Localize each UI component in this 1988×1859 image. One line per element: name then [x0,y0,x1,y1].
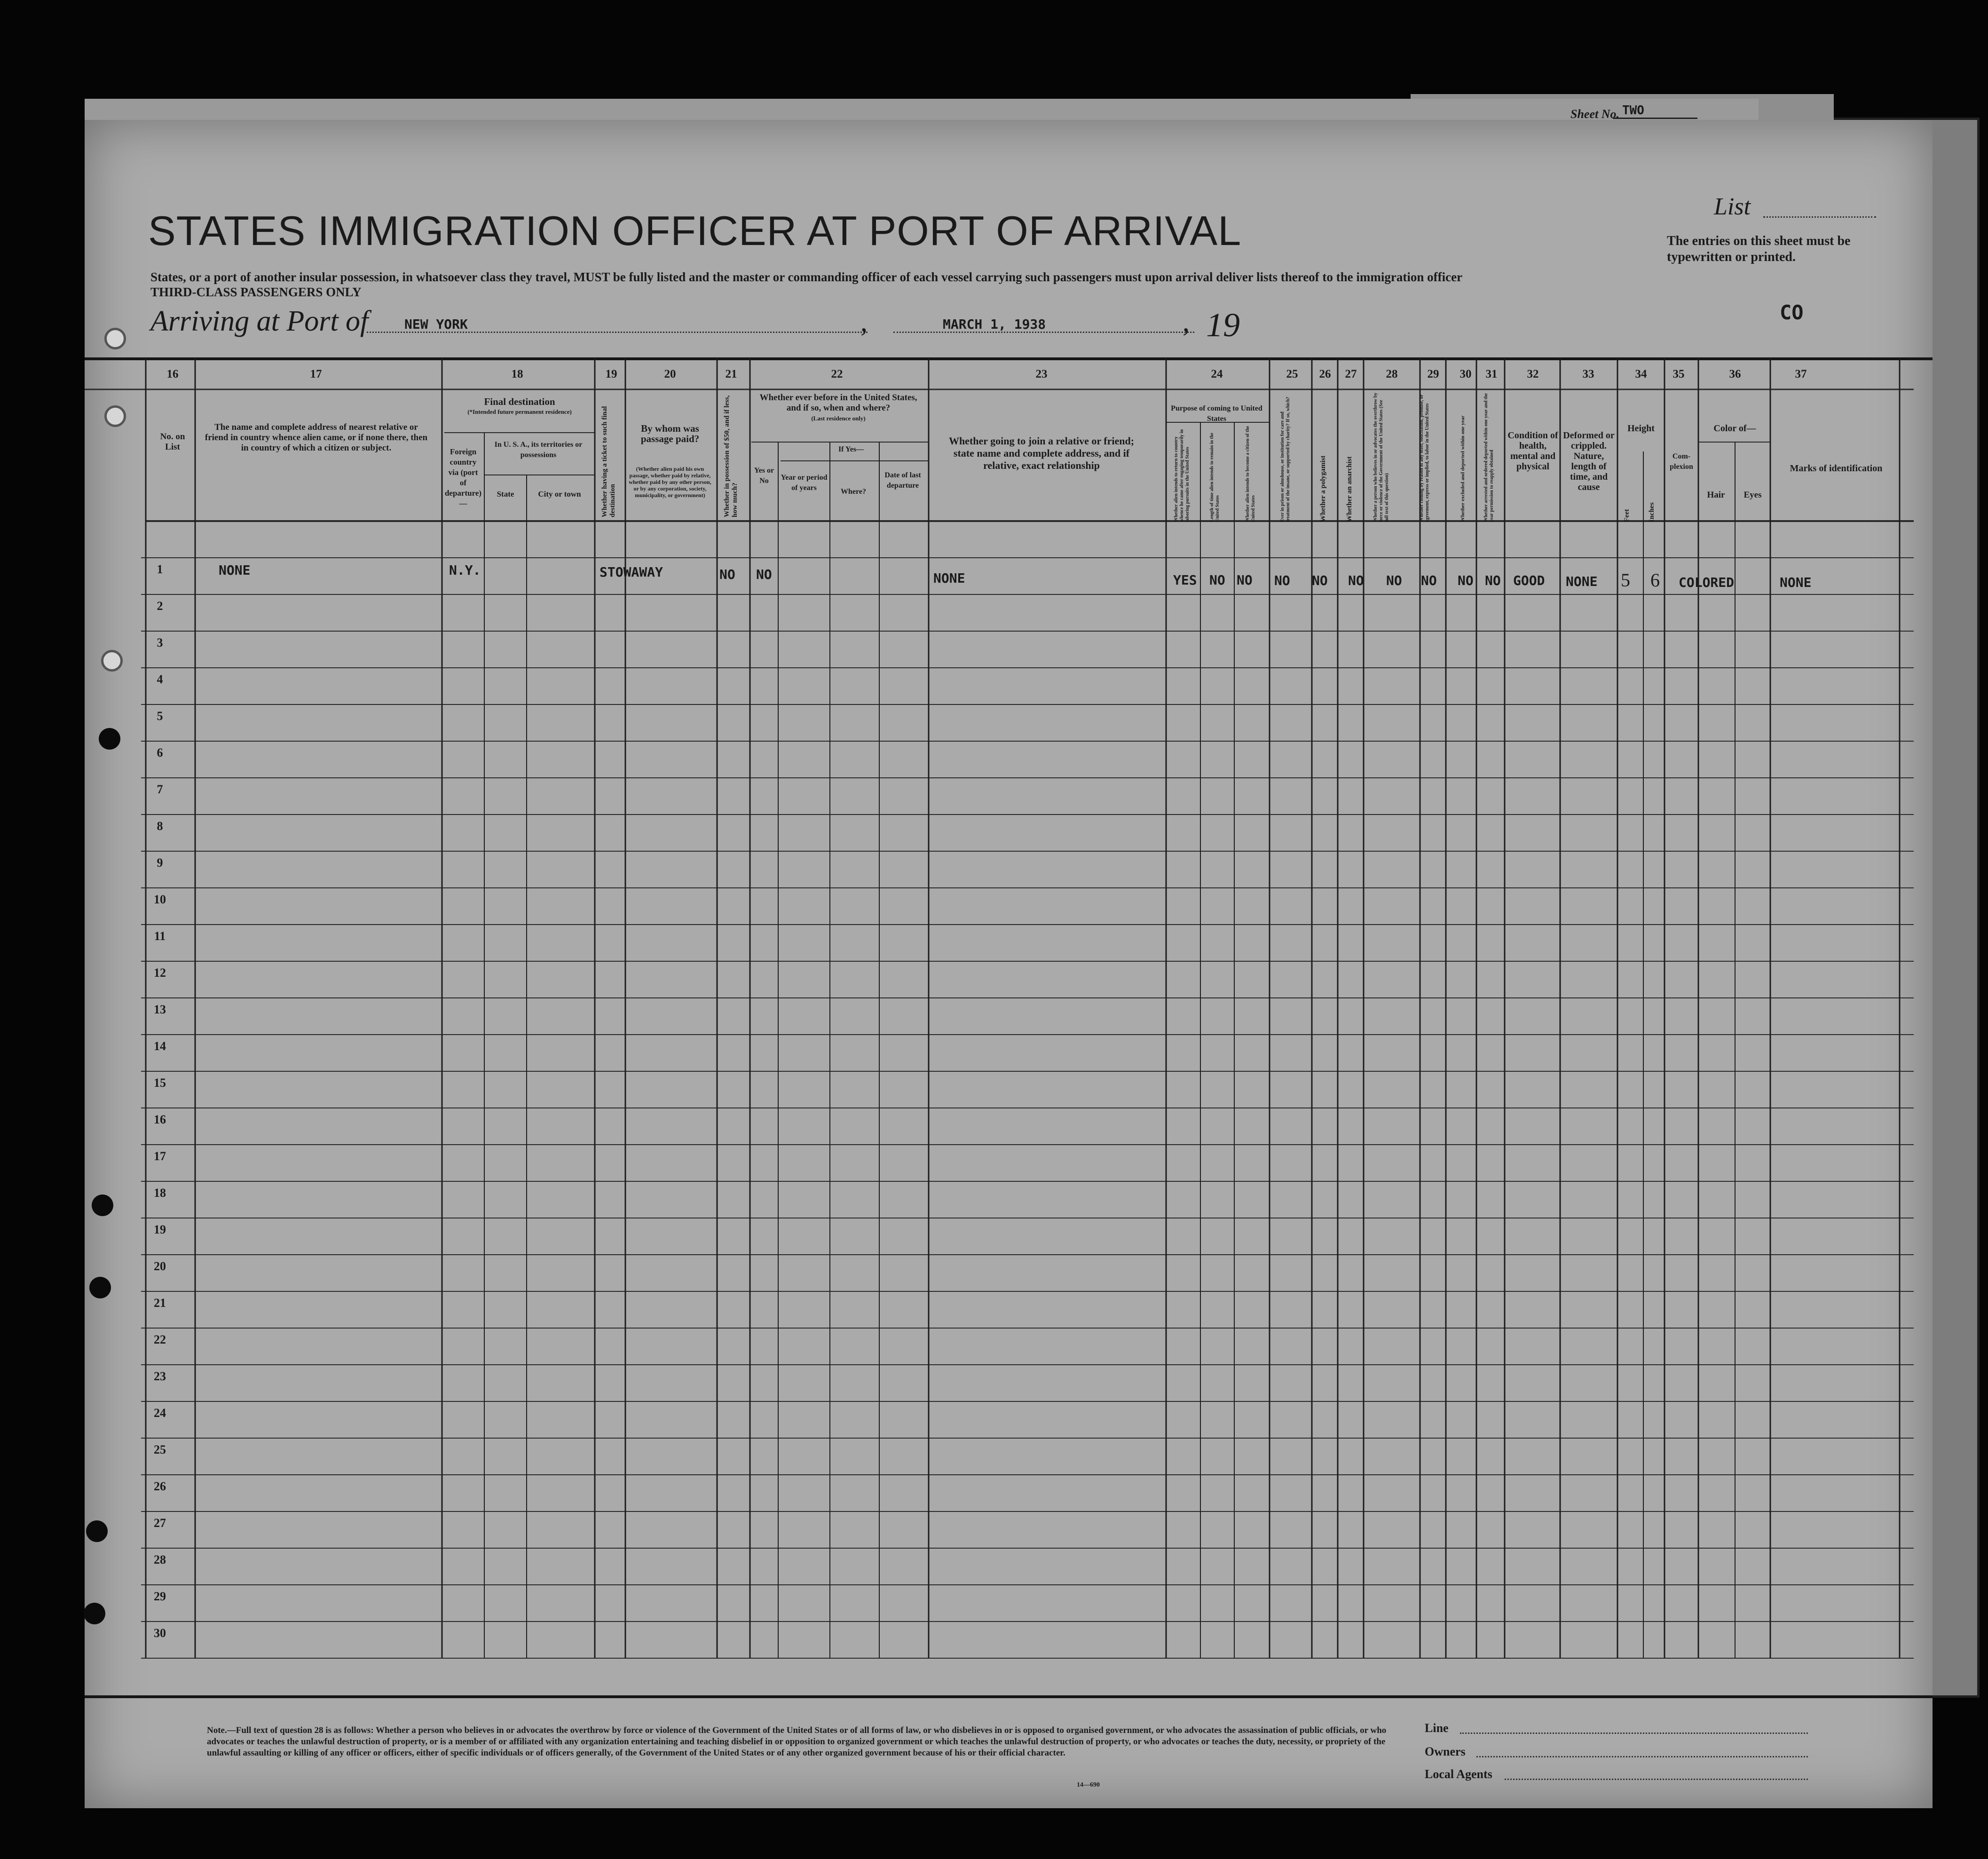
header-color-of: Color of— [1713,423,1756,434]
row-number: 25 [154,1443,166,1456]
local-agents-label: Local Agents [1425,1767,1492,1781]
column-number-34: 34 [1635,368,1647,380]
header-condition-health: Condition of health, mental and physical [1507,430,1558,472]
row-number: 21 [154,1296,166,1310]
arrival-date: MARCH 1, 1938 [943,316,1046,332]
row-number: 7 [157,783,163,796]
comma: , [860,306,868,337]
row-number: 12 [154,966,166,980]
header-date-last-departure: Date of last departure [884,471,921,490]
header-state: State [497,490,514,498]
entry-height-inches: 6 [1650,570,1660,591]
row-number: 8 [157,819,163,833]
comma: , [1183,306,1190,337]
header-feet: Feet [1623,509,1631,522]
header-city-or-town: City or town [538,490,581,498]
row-number: 14 [154,1039,166,1053]
entry-excluded: NO [1458,573,1474,588]
header-deformed: Deformed or crippled. Nature, length of time, and cause [1563,430,1615,492]
row-number: 28 [154,1553,166,1566]
entry-arrested: NO [1485,573,1501,588]
entry-nearest-relative: NONE [219,562,251,578]
entry-health: GOOD [1513,573,1545,588]
column-number-33: 33 [1582,368,1594,380]
row-number: 29 [154,1590,166,1603]
entry-fifty-dollars: NO [719,567,735,582]
entry-anarchist: NO [1348,573,1364,588]
row-number: 19 [154,1223,166,1236]
row-number: 26 [154,1479,166,1493]
header-year-or-period: Year or period of years [781,474,828,492]
column-number-22: 22 [831,368,843,380]
port-label: Arriving at Port of [150,305,369,337]
ever-before-title: Whether ever before in the United States, and if so, when and where? [759,393,917,413]
header-overthrow: Whether a person who believes in or advocates the overthrow by force or violence of the Government of the United States (See full text of this question) [1373,393,1389,522]
entry-purpose-return: YES [1173,572,1197,588]
question-28-note [207,1725,1406,1759]
line-label: Line [1425,1721,1449,1735]
sheet-number-value: TWO [1622,103,1644,118]
entry-overthrow: NO [1386,573,1402,588]
header-labor-offer: Whether coming by reason of any offer, solicitation, promise, or agreement, express or implied, to labor in the United States [1419,394,1430,522]
port-value: NEW YORK [404,316,468,332]
header-passage-paid: By whom was passage paid? [640,423,700,444]
row-number: 22 [154,1333,166,1346]
footer-rule [85,1695,1933,1698]
header-fifty-dollars: Whether in possession of $50, and if less, how much? [723,395,739,517]
owners-label: Owners [1425,1745,1466,1758]
sheet-number-label: Sheet No. [1570,107,1619,121]
row-number: 9 [157,856,163,870]
row-number: 1 [157,562,163,576]
header-arrested: Whether arrested and ordered deported within one year and the year permission to reapply obtained [1483,393,1494,522]
header-purpose-length: Length of time alien intends to remain in the United States [1209,433,1220,522]
column-number-21: 21 [725,368,737,380]
entry-purpose-length: NO [1209,572,1225,588]
line-field [1460,1732,1808,1734]
header-anarchist: Whether an anarchist [1346,456,1353,522]
column-number-25: 25 [1286,368,1298,380]
column-number-20: 20 [664,368,676,380]
instructions-line1: States, or a port of another insular possession, in whatsoever class they travel, MUST be fully listed and the master or commanding officer of each vessel carrying such passengers must upon arrival deliver lists thereof to the immigration officer [150,270,1463,284]
typewritten-notice: The entries on this sheet must be typewritten or printed. [1667,234,1851,264]
owners-field [1476,1756,1808,1757]
column-number-24: 24 [1211,368,1223,380]
header-final-destination [444,396,595,417]
list-label: List [1714,193,1751,220]
row-number: 27 [154,1516,166,1530]
column-number-37: 37 [1795,368,1807,380]
header-ever-before [751,393,925,424]
entry-ever-before: NO [756,567,772,582]
header-where: Where? [841,488,866,496]
header-excluded: Whether excluded and deported within one year [1460,415,1466,522]
local-agents-field [1505,1779,1808,1780]
column-number-35: 35 [1672,368,1685,380]
code-mark: CO [1780,301,1804,324]
header-purpose-citizen: Whether alien intends to become a citizen of the United States [1245,426,1256,522]
entry-polygamist: NO [1312,573,1328,588]
entry-deformed: NONE [1566,574,1598,589]
column-number-28: 28 [1386,368,1398,380]
header-purpose: Purpose of coming to United States [1171,404,1262,423]
header-ticket: Whether having a ticket to such final destination [601,406,616,517]
row-number: 18 [154,1186,166,1200]
row-number: 5 [157,709,163,723]
header-complexion: Com-plexion [1670,452,1693,471]
note-label: Note. [207,1725,227,1735]
header-purpose-return: Whether alien intends to return to country whence he came after engaging temporarily in laboring pursuits in the United States [1174,429,1190,522]
row-number: 17 [154,1149,166,1163]
column-number-18: 18 [511,368,523,380]
row-number: 23 [154,1369,166,1383]
final-destination-sub: (*Intended future permanent residence) [467,408,572,415]
row-number: 10 [154,893,166,906]
column-number-32: 32 [1527,368,1539,380]
column-number-30: 30 [1459,368,1472,380]
entry-height-feet: 5 [1621,570,1630,591]
entry-marks: NONE [1780,575,1812,590]
header-eyes: Eyes [1743,490,1762,500]
header-no-on-list: No. on List [160,432,185,452]
form-code: 14—690 [1077,1781,1100,1788]
entry-complexion: COLORED [1679,575,1735,590]
instructions-line2: THIRD-CLASS PASSENGERS ONLY [150,285,362,299]
header-yes-or-no: Yes or No [754,467,774,485]
page-title: STATES IMMIGRATION OFFICER AT PORT OF ARRIVAL [148,207,1242,254]
column-number-23: 23 [1035,368,1048,380]
entry-prison: NO [1274,573,1290,588]
column-number-19: 19 [605,368,617,380]
final-destination-title: Final destination [484,396,555,407]
header-passage-paid-sub: (Whether alien paid his own passage, whether paid by relative, whether paid by any other person, or by any corporation, society, municipality, or government) [629,466,711,498]
row-number: 2 [157,599,163,613]
column-number-31: 31 [1485,368,1498,380]
entry-purpose-citizen: NO [1237,572,1253,588]
row-number: 11 [154,929,166,943]
column-number-27: 27 [1345,368,1357,380]
row-number: 15 [154,1076,166,1090]
row-number: 13 [154,1003,166,1016]
entry-going-to-join: NONE [933,570,965,586]
header-in-usa: In U. S. A., its territories or possessions [494,441,583,459]
row-number: 20 [154,1259,166,1273]
entry-foreign-country: N.Y. [449,562,481,578]
header-hair: Hair [1707,490,1725,500]
column-number-16: 16 [166,368,179,380]
column-number-36: 36 [1729,368,1741,380]
entry-labor-offer: NO [1421,573,1437,588]
row-number: 3 [157,636,163,649]
header-prison: Ever in prison or almshouse, or institution for care and treatment of the insane, or supported by charity? If so, which? [1280,396,1291,522]
column-number-29: 29 [1427,368,1439,380]
row-number: 30 [154,1626,166,1640]
row-number: 4 [157,672,163,686]
header-marks-identification: Marks of identification [1790,463,1883,474]
row-number: 16 [154,1113,166,1126]
header-height: Height [1627,423,1655,434]
column-number-26: 26 [1319,368,1331,380]
row-number: 24 [154,1406,166,1420]
header-foreign-country: Foreign country via (port of departure)— [444,447,482,508]
note-text: —Full text of question 28 is as follows: Whether a person who believes in or advocates the overthrow by force or violence of the Government of the United States or of all forms of law, or who disbelieves in or is opposed to organised government, or who advocates the assassination of public officials, or who advocates or teaches the unlawful destruction of property, or is a member of or affiliated with any organization entertaining and teaching disbelief in or opposition to organized government or which teaches the unlawful destruction of property, or who advocates or teaches the duty, necessity, or propriety of the unlawful assaulting or killing of any officer or officers, either of specific individuals or of officers generally, of the Government of the United States or of any other organized government because of his or their official character. [207,1725,1387,1758]
column-number-17: 17 [310,368,322,380]
ever-before-sub: (Last residence only) [811,415,866,422]
header-nearest-relative: The name and complete address of nearest relative or friend in country whence alien came, or if none there, then in country of which a citizen or subject. [205,422,428,453]
year-label: 19 [1206,306,1240,344]
header-inches: Inches [1648,502,1656,522]
header-if-yes: If Yes— [838,445,864,453]
row-number: 6 [157,746,163,759]
header-going-to-join: Whether going to join a relative or friend; state name and complete address, and if relative, exact relationship [948,435,1135,471]
entry-passage-paid: STOWAWAY [600,564,663,580]
header-polygamist: Whether a polygamist [1319,455,1327,522]
